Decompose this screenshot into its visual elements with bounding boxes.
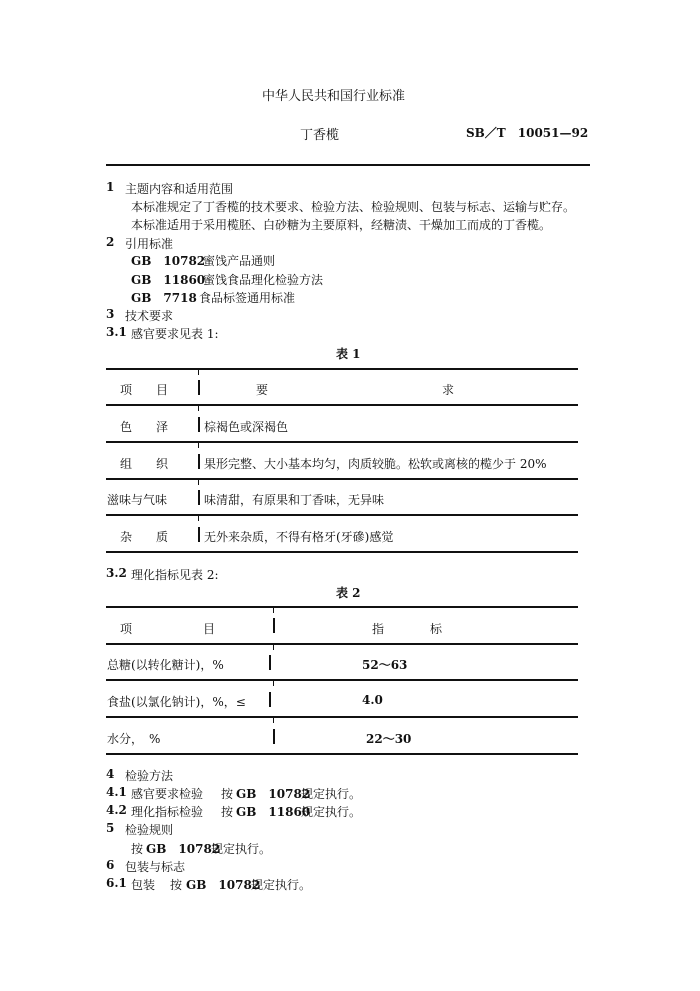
table-1-caption: 表 1	[336, 347, 361, 361]
section-6-1-tail: 规定执行。	[251, 878, 312, 892]
column-divider	[269, 692, 271, 707]
column-tick	[198, 405, 199, 411]
section-1-title: 主题内容和适用范围	[125, 182, 234, 196]
section-3-number: 3	[106, 307, 115, 321]
column-tick	[198, 479, 199, 485]
section-4-2-label: 理化指标检验	[131, 805, 204, 819]
section-6-1-by: 按	[170, 878, 183, 892]
column-tick	[198, 442, 199, 448]
column-divider	[198, 417, 200, 432]
table-rule	[106, 514, 578, 516]
ref-code: GB 10782	[131, 254, 206, 268]
table-2-header-ind-a: 指	[372, 622, 385, 636]
section-6-1-label: 包装	[131, 878, 156, 892]
section-2-number: 2	[106, 235, 115, 249]
section-5-tail: 规定执行。	[211, 842, 272, 856]
table-row-item: 水分， %	[107, 732, 161, 746]
ref-code: GB 11860	[131, 273, 206, 287]
table-rule	[106, 551, 578, 553]
table-2-header-item-b: 目	[203, 622, 216, 636]
column-divider	[273, 618, 275, 633]
section-6-title: 包装与标志	[125, 860, 186, 874]
table-row-item: 总糖(以转化糖计)，%	[107, 658, 224, 672]
column-divider	[198, 490, 200, 505]
table-rule	[106, 643, 578, 645]
section-5-number: 5	[106, 821, 115, 835]
header-rule	[106, 164, 590, 166]
section-4-1-tail: 规定执行。	[301, 787, 362, 801]
section-3-1-number: 3.1	[106, 325, 127, 339]
column-divider	[198, 454, 200, 469]
table-2-header-item-a: 项	[120, 622, 133, 636]
section-1-number: 1	[106, 180, 115, 194]
section-4-1-number: 4.1	[106, 785, 127, 799]
table-row-value: 4.0	[362, 693, 383, 707]
section-5-title: 检验规则	[125, 823, 174, 837]
ref-title: 蜜饯食品理化检验方法	[203, 273, 324, 287]
section-6-1-code: GB 10782	[186, 878, 261, 892]
column-divider	[273, 729, 275, 744]
section-6-number: 6	[106, 858, 115, 872]
section-4-2-number: 4.2	[106, 803, 127, 817]
table-row-value: 22～30	[366, 732, 412, 746]
table-row-item: 滋味与气味	[107, 493, 168, 507]
section-4-1-code: GB 10782	[236, 787, 311, 801]
ref-title: 食品标签通用标准	[199, 291, 296, 305]
section-3-title: 技术要求	[125, 309, 174, 323]
standard-code: SB／T 10051—92	[466, 126, 589, 140]
column-tick	[273, 607, 274, 613]
table-rule	[106, 404, 578, 406]
section-4-2-code: GB 11860	[236, 805, 311, 819]
table-row-req: 棕褐色或深褐色	[204, 420, 289, 434]
column-tick	[273, 680, 274, 686]
table-row-item: 食盐(以氯化钠计)，%，≤	[107, 695, 246, 709]
section-4-title: 检验方法	[125, 769, 174, 783]
table-1-header-item: 项 目	[120, 383, 169, 397]
table-rule	[106, 753, 578, 755]
table-row-req: 无外来杂质，不得有格牙(牙磣)感觉	[204, 530, 394, 544]
section-3-2-text: 理化指标见表 2:	[131, 568, 219, 582]
table-row-req: 味清甜，有原果和丁香味，无异味	[204, 493, 385, 507]
table-rule	[106, 606, 578, 608]
section-5-code: GB 10782	[146, 842, 221, 856]
document-title: 丁香榄	[300, 128, 340, 143]
table-2-caption: 表 2	[336, 586, 361, 600]
table-row-item: 色 泽	[120, 420, 169, 434]
ref-code: GB 7718	[131, 291, 197, 305]
column-tick	[273, 717, 274, 723]
column-tick	[198, 369, 199, 375]
section-4-1-label: 感官要求检验	[131, 787, 204, 801]
section-4-2-tail: 规定执行。	[301, 805, 362, 819]
section-4-1-by: 按	[221, 787, 234, 801]
table-row-value: 52～63	[362, 658, 408, 672]
section-4-number: 4	[106, 767, 115, 781]
table-1-header-req-b: 求	[442, 383, 455, 397]
section-1-paragraph-1: 本标准规定了丁香榄的技术要求、检验方法、检验规则、包装与标志、运输与贮存。	[131, 200, 576, 214]
ref-title: 蜜饯产品通则	[203, 254, 276, 268]
table-rule	[106, 716, 578, 718]
column-tick	[273, 644, 274, 650]
column-tick	[198, 515, 199, 521]
section-3-1-text: 感官要求见表 1:	[131, 327, 219, 341]
column-divider	[198, 527, 200, 542]
table-1-header-req-a: 要	[256, 383, 269, 397]
section-6-1-number: 6.1	[106, 876, 127, 890]
table-rule	[106, 679, 578, 681]
table-rule	[106, 478, 578, 480]
table-row-req: 果形完整、大小基本均匀，肉质较脆。松软或离核的榄少于 20%	[204, 457, 547, 471]
column-divider	[269, 655, 271, 670]
table-row-item: 组 织	[120, 457, 169, 471]
table-row-item: 杂 质	[120, 530, 169, 544]
section-1-paragraph-2: 本标准适用于采用榄胚、白砂糖为主要原料，经糖渍、干燥加工而成的丁香榄。	[131, 218, 552, 232]
standard-org: 中华人民共和国行业标准	[262, 89, 406, 104]
table-rule	[106, 368, 578, 370]
table-rule	[106, 441, 578, 443]
section-4-2-by: 按	[221, 805, 234, 819]
section-5-by: 按	[131, 842, 144, 856]
section-2-title: 引用标准	[125, 237, 174, 251]
section-3-2-number: 3.2	[106, 566, 127, 580]
column-divider	[198, 380, 200, 395]
table-2-header-ind-b: 标	[430, 622, 443, 636]
